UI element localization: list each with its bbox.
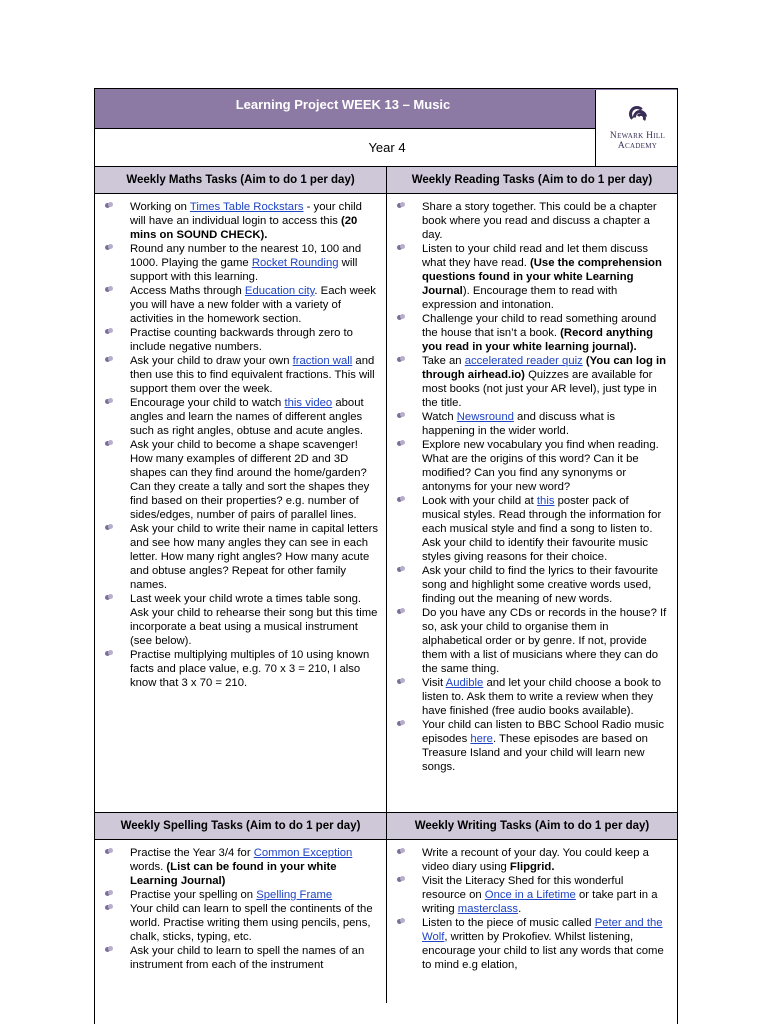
task-text: Do you have any CDs or records in the house? If so, ask your child to organise them in alphabetical order or by genre. If not, provide them with a list of musicians where they can do the same thing. (422, 607, 667, 675)
task-item (395, 410, 669, 438)
bullet-icon (397, 566, 405, 574)
bullet-icon (397, 244, 405, 252)
bullet-icon (397, 720, 405, 728)
bullet-icon (397, 608, 405, 616)
task-item (103, 326, 378, 354)
task-link[interactable]: Spelling Frame (256, 889, 333, 901)
task-item (395, 438, 669, 494)
bullet-icon (105, 890, 113, 898)
task-item (103, 902, 378, 944)
task-text: Ask your child to learn to spell the names of an instrument from each of the instrument (130, 945, 365, 971)
bullet-icon (105, 202, 113, 210)
task-text: Practise multiplying multiples of 10 using known facts and place value, e.g. 70 x 3 = 210, I also know that 3 x 70 = 210. (130, 649, 370, 689)
writing-heading: Weekly Writing Tasks (Aim to do 1 per day) (387, 813, 677, 840)
bullet-icon (397, 314, 405, 322)
task-item (395, 874, 669, 916)
task-item (395, 242, 669, 312)
maths-column (95, 167, 386, 812)
task-text: Quizzes are available for most books (not just your AR level), just type in the title. (422, 369, 657, 409)
task-text: Last week your child wrote a times table song. Ask your child to rehearse their song but this time incorporate a beat using a musical instrument (see below). (130, 593, 378, 647)
task-text: Practise your spelling on (130, 889, 257, 901)
task-item (395, 200, 669, 242)
task-emphasis: (Record anything you read in your white learning journal). (422, 327, 654, 353)
bullet-icon (397, 412, 405, 420)
task-text: Look with your child at (422, 495, 537, 507)
task-item (103, 438, 378, 522)
task-link[interactable]: masterclass (457, 903, 519, 915)
task-text: will support with this learning. (130, 257, 358, 283)
task-text: Encourage your child to watch (130, 397, 285, 409)
task-item (103, 284, 378, 326)
task-text: words. (130, 861, 167, 873)
task-text: . (518, 903, 522, 915)
task-text: Visit the Literacy Shed for this wonderful resource on (422, 875, 624, 901)
bullet-icon (105, 650, 113, 658)
task-link[interactable]: fraction wall (292, 355, 353, 367)
bullet-icon (105, 440, 113, 448)
task-item (395, 606, 669, 676)
task-text: and let your child choose a book to listen to. Ask them to write a review when they have finished (free audio books available). (422, 677, 662, 717)
bullet-icon (397, 918, 405, 926)
logo-text-line1: Newark Hill (609, 130, 666, 141)
bullet-icon (105, 946, 113, 954)
writing-column (386, 813, 677, 1003)
task-item (103, 944, 378, 972)
task-text: - your child will have an individual login to access this (130, 201, 362, 227)
task-text: , written by Prokofiev. Whilst listening, encourage your child to list any words that come to mind e.g elation, (422, 931, 664, 971)
bullet-icon (105, 328, 113, 336)
task-item (395, 564, 669, 606)
task-link[interactable]: Newsround (456, 411, 514, 423)
reading-heading: Weekly Reading Tasks (Aim to do 1 per day) (387, 167, 677, 194)
task-link[interactable]: Times Table Rockstars (189, 201, 304, 213)
bullet-icon (397, 876, 405, 884)
task-item (103, 888, 378, 902)
task-link[interactable]: Once in a Lifetime (484, 889, 576, 901)
task-text: or take part in a writing (422, 889, 658, 915)
task-link[interactable]: this video (284, 397, 333, 409)
task-link[interactable]: here (470, 733, 493, 745)
bullet-icon (105, 356, 113, 364)
task-text: . These episodes are based on Treasure Island and your child will learn new songs. (422, 733, 648, 773)
bullet-icon (397, 202, 405, 210)
task-item (395, 676, 669, 718)
task-emphasis: (You can log in through airhead.io) (422, 355, 667, 381)
task-text: . Each week you will have a new folder with a variety of activities in the homework section. (130, 285, 376, 325)
bullet-icon (105, 848, 113, 856)
task-item (103, 242, 378, 284)
task-text: Round any number to the nearest 10, 100 and 1000. Playing the game (130, 243, 362, 269)
task-item (395, 354, 669, 410)
bullet-icon (105, 594, 113, 602)
bullet-icon (397, 356, 405, 364)
task-item (395, 916, 669, 972)
logo-text-line2: Academy (617, 140, 658, 151)
task-link[interactable]: this (536, 495, 555, 507)
task-item (103, 200, 378, 242)
task-item (395, 718, 669, 774)
task-text: Your child can learn to spell the continents of the world. Practise writing them using pencils, pens, chalk, sticks, typing, etc. (130, 903, 373, 943)
task-item (103, 396, 378, 438)
task-text: Write a recount of your day. You could keep a video diary using (422, 847, 649, 873)
bullet-icon (105, 286, 113, 294)
task-text: Watch (422, 411, 457, 423)
bullet-icon (105, 398, 113, 406)
bullet-icon (397, 848, 405, 856)
learning-project-sheet (94, 88, 678, 1024)
task-text: Ask your child to find the lyrics to their favourite song and highlight some creative words used, finding out the meaning of new words. (422, 565, 659, 605)
task-text: Practise counting backwards through zero to include negative numbers. (130, 327, 353, 353)
task-text: Practise the Year 3/4 for (130, 847, 254, 859)
task-item (395, 312, 669, 354)
spelling-task-list (95, 840, 386, 972)
task-item (395, 846, 669, 874)
task-text: Access Maths through (130, 285, 245, 297)
year-row (95, 129, 677, 167)
task-text: ). Encourage them to read with expression and intonation. (422, 285, 618, 311)
task-item (103, 354, 378, 396)
bullet-icon (105, 244, 113, 252)
task-link[interactable]: Common Exception (253, 847, 353, 859)
task-link[interactable]: Education city (244, 285, 315, 297)
swirl-logo-icon (623, 106, 653, 128)
task-text: and discuss what is happening in the wider world. (422, 411, 615, 437)
reading-task-list (387, 194, 677, 774)
task-item (103, 648, 378, 690)
task-item (395, 494, 669, 564)
task-emphasis: (Use the comprehension questions found in your white Learning Journal (422, 257, 662, 297)
task-text: about angles and learn the names of different angles such as right angles, obtuse and acute angles. (130, 397, 364, 437)
task-emphasis: (20 mins on SOUND CHECK). (130, 215, 358, 241)
bullet-icon (105, 524, 113, 532)
task-emphasis: Flipgrid. (509, 861, 555, 873)
school-logo (595, 90, 678, 166)
reading-column (386, 167, 677, 812)
spelling-column (95, 813, 386, 1003)
bullet-icon (397, 440, 405, 448)
task-text: Ask your child to write their name in capital letters and see how many angles they can see in each letter. How many right angles? How many acute and obtuse angles? Repeat for other family names. (130, 523, 379, 591)
title-bar (95, 89, 677, 129)
task-text: and then use this to find equivalent fractions. This will support them over the week. (130, 355, 375, 395)
task-link[interactable]: accelerated reader quiz (464, 355, 583, 367)
spelling-heading: Weekly Spelling Tasks (Aim to do 1 per day) (95, 813, 386, 840)
task-emphasis: (List can be found in your white Learning Journal) (130, 861, 337, 887)
task-text: Share a story together. This could be a chapter book where you read and discuss a chapter a day. (422, 201, 657, 241)
maths-task-list (95, 194, 386, 690)
task-link[interactable]: Rocket Rounding (251, 257, 339, 269)
bottom-task-row (95, 812, 677, 1003)
task-item (103, 592, 378, 648)
year-label: Year 4 (368, 140, 406, 155)
task-text: Challenge your child to read something around the house that isn’t a book. (422, 313, 657, 339)
task-link[interactable]: Audible (445, 677, 484, 689)
task-item (103, 846, 378, 888)
maths-heading: Weekly Maths Tasks (Aim to do 1 per day) (95, 167, 386, 194)
task-text: poster pack of musical styles. Read through the information for each musical style and find a song to listen to. Ask your child to identify their favourite music styles giving reasons for their choice. (422, 495, 662, 563)
bullet-icon (105, 904, 113, 912)
task-text: Ask your child to become a shape scavenger! How many examples of different 2D and 3D shapes can they find around the home/garden? Can they create a tally and sort the shapes they find based on their properties? e.g. number of sides/edges, number of pairs of parallel lines. (130, 439, 370, 521)
task-text: Working on (130, 201, 190, 213)
task-text: Ask your child to draw your own (130, 355, 293, 367)
writing-task-list (387, 840, 677, 972)
task-link[interactable]: Peter and the Wolf (422, 917, 663, 943)
page-title: Learning Project WEEK 13 – Music (235, 97, 451, 112)
bullet-icon (397, 678, 405, 686)
bullet-icon (397, 496, 405, 504)
top-task-row (95, 167, 677, 812)
task-text: Listen to the piece of music called (422, 917, 595, 929)
task-text: Your child can listen to BBC School Radio music episodes (422, 719, 664, 745)
task-text: Explore new vocabulary you find when reading. What are the origins of this word? Can it be modified? Can you find any synonyms or antonyms for your new word? (422, 439, 659, 493)
task-text: Take an (422, 355, 465, 367)
task-item (103, 522, 378, 592)
task-text: Listen to your child read and let them discuss what they have read. (422, 243, 649, 269)
task-text: Visit (422, 677, 446, 689)
